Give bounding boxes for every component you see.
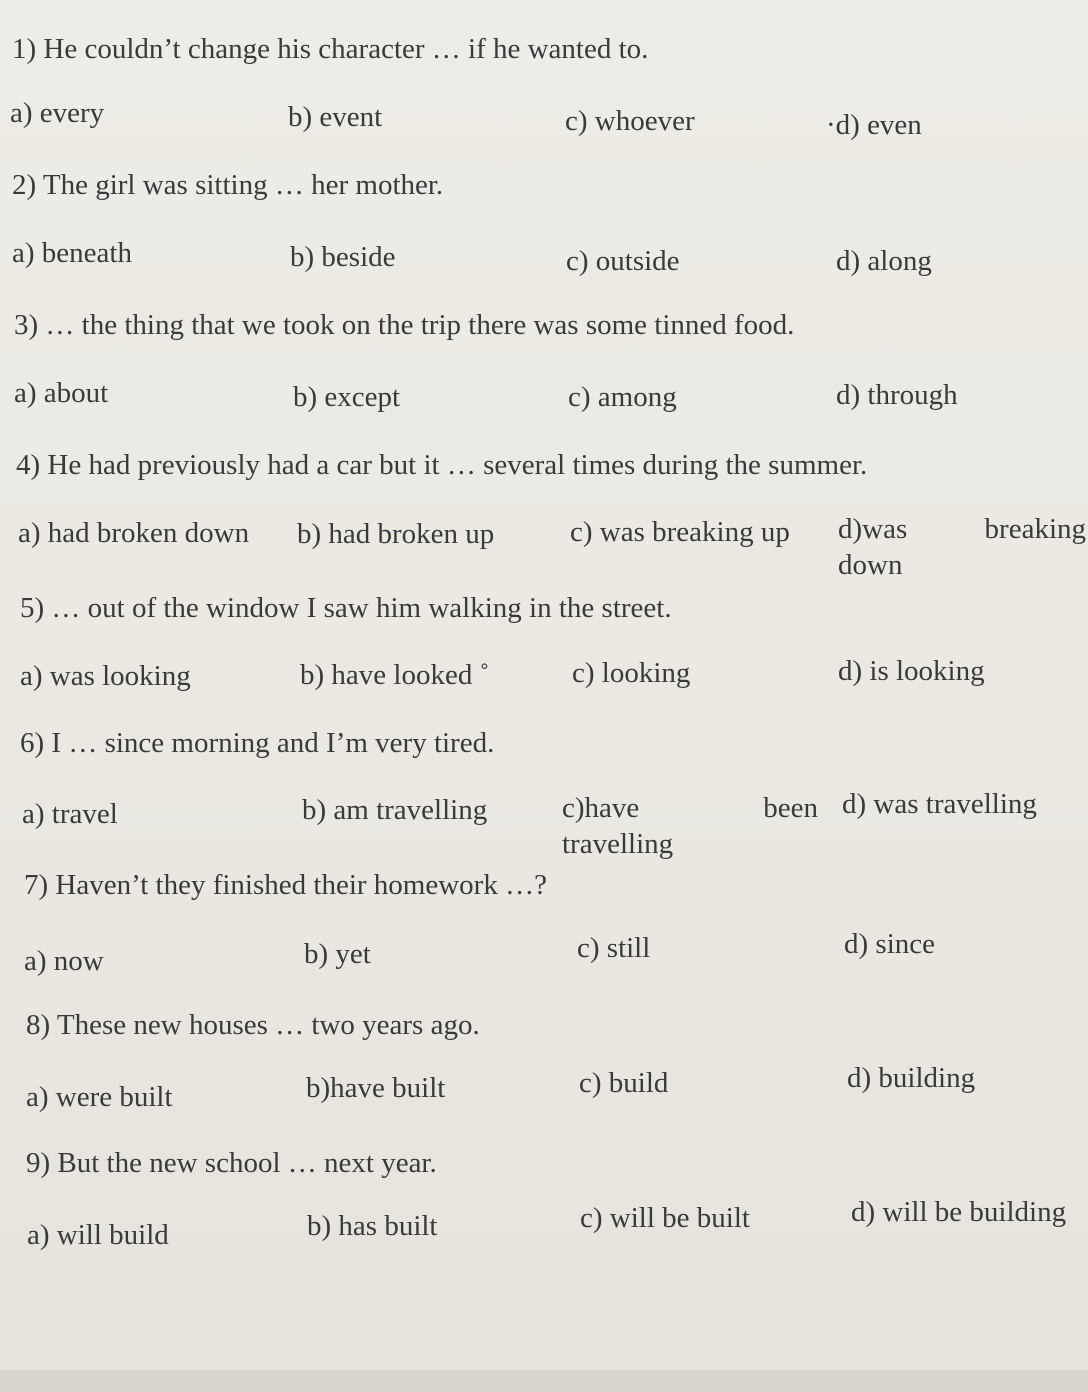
question-1-option-d: ·d) even: [826, 109, 922, 141]
question-4-option-b: b) had broken up: [297, 518, 495, 550]
question-6-option-a: a) travel: [22, 798, 118, 830]
question-7-option-a: a) now: [24, 945, 104, 977]
question-9-option-a: a) will build: [27, 1219, 169, 1251]
question-8-text: 8) These new houses … two years ago.: [26, 1009, 480, 1041]
question-6-option-d: d) was travelling: [842, 788, 1037, 820]
question-6-option-b: b) am travelling: [302, 794, 488, 826]
question-3-option-c: c) among: [568, 381, 677, 413]
question-8-option-c: c) build: [579, 1067, 669, 1099]
question-2-option-a: a) beneath: [12, 237, 132, 269]
question-3-option-d: d) through: [836, 379, 958, 411]
question-5-option-d: d) is looking: [838, 655, 985, 687]
question-4-text: 4) He had previously had a car but it … several times during the summer.: [16, 449, 868, 481]
question-4-option-a: a) had broken down: [18, 517, 250, 549]
question-8-option-b: b)have built: [306, 1072, 446, 1104]
question-3-text: 3) … the thing that we took on the trip there was some tinned food.: [14, 309, 795, 341]
question-2-option-b: b) beside: [290, 241, 396, 273]
question-2-text: 2) The girl was sitting … her mother.: [12, 169, 444, 201]
question-5-option-b: b) have looked ˚: [300, 659, 490, 691]
question-8-option-a: a) were built: [26, 1081, 173, 1113]
question-8-option-d: d) building: [847, 1062, 976, 1094]
question-7-option-d: d) since: [844, 928, 935, 960]
question-1-option-b: b) event: [288, 101, 383, 133]
question-5-text: 5) … out of the window I saw him walking in the street.: [20, 592, 672, 624]
question-5-option-c: c) looking: [572, 657, 691, 689]
question-1-option-c: c) whoever: [565, 105, 695, 137]
question-6-text: 6) I … since morning and I’m very tired.: [20, 727, 495, 759]
question-9-option-b: b) has built: [307, 1210, 438, 1242]
question-4-option-d: d)was breaking down: [838, 513, 1086, 581]
question-2-option-c: c) outside: [566, 245, 680, 277]
question-3-option-b: b) except: [293, 381, 401, 413]
page-bottom-edge: [0, 1370, 1088, 1392]
question-9-option-c: c) will be built: [580, 1202, 750, 1234]
question-4-option-c: c) was breaking up: [570, 516, 790, 548]
question-9-text: 9) But the new school … next year.: [26, 1147, 437, 1179]
question-5-option-a: a) was looking: [20, 660, 191, 692]
question-2-option-d: d) along: [836, 245, 932, 277]
question-7-option-c: c) still: [577, 932, 651, 964]
question-7-option-b: b) yet: [304, 938, 371, 970]
question-1-text: 1) He couldn’t change his character … if he wanted to.: [12, 33, 649, 65]
question-6-option-c: c)have been travelling: [562, 792, 818, 860]
question-7-text: 7) Haven’t they finished their homework …?: [24, 869, 547, 901]
question-9-option-d: d) will be building: [851, 1196, 1067, 1228]
question-3-option-a: a) about: [14, 377, 109, 409]
question-1-option-a: a) every: [10, 97, 105, 129]
